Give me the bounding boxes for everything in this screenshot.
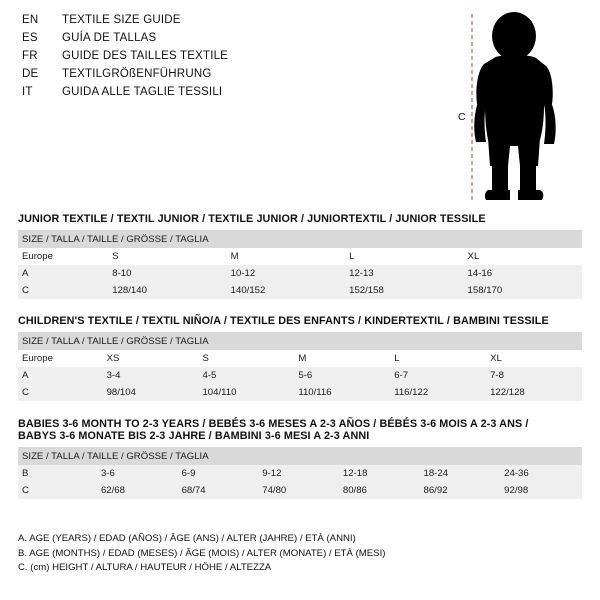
cell: 110/116 bbox=[294, 384, 390, 401]
cell: XL bbox=[464, 248, 582, 265]
size-header-label: SIZE / TALLA / TAILLE / GRÖSSE / TAGLIA bbox=[18, 230, 582, 248]
table-header-row bbox=[18, 447, 582, 465]
size-header-label: SIZE / TALLA / TAILLE / GRÖSSE / TAGLIA bbox=[18, 332, 582, 350]
cell: 6-7 bbox=[390, 367, 486, 384]
row-label: C bbox=[18, 282, 108, 299]
cell: 62/68 bbox=[97, 482, 178, 499]
cell: 128/140 bbox=[108, 282, 226, 299]
language-row bbox=[22, 14, 352, 32]
table-row bbox=[18, 350, 582, 367]
language-code: ES bbox=[22, 32, 38, 44]
table-row bbox=[18, 265, 582, 282]
cell: 152/158 bbox=[345, 282, 463, 299]
language-title: GUÍA DE TALLAS bbox=[62, 32, 157, 44]
table-row bbox=[18, 384, 582, 401]
legend-line-b: B. AGE (MONTHS) / EDAD (MESES) / ÂGE (MOIS) / ALTER (MONATE) / ETÀ (MESI) bbox=[18, 547, 386, 559]
language-code: DE bbox=[22, 68, 39, 80]
cell: 3-6 bbox=[97, 465, 178, 482]
section-title-line2: BABYS 3-6 MONATE BIS 2-3 JAHRE / BAMBINI 3-6 MESI A 2-3 ANNI bbox=[18, 430, 370, 442]
cell: 80/86 bbox=[339, 482, 420, 499]
cell: 4-5 bbox=[198, 367, 294, 384]
figure-area bbox=[440, 6, 590, 206]
child-body bbox=[474, 12, 555, 200]
section-title: CHILDREN'S TEXTILE / TEXTIL NIÑO/A / TEXTILE DES ENFANTS / KINDERTEXTIL / BAMBINI TESSILE bbox=[18, 315, 549, 327]
cell: 5-6 bbox=[294, 367, 390, 384]
section-title bbox=[18, 418, 582, 442]
row-label: B bbox=[18, 465, 97, 482]
cell: 14-16 bbox=[464, 265, 582, 282]
language-title: GUIDE DES TAILLES TEXTILE bbox=[62, 50, 229, 62]
cell: 116/122 bbox=[390, 384, 486, 401]
section-babies-textile bbox=[18, 418, 582, 499]
cell: S bbox=[198, 350, 294, 367]
cell: 24-36 bbox=[500, 465, 582, 482]
section-title-line1: BABIES 3-6 MONTH TO 2-3 YEARS / BEBÉS 3-6 MESES A 2-3 AÑOS / BÉBÉS 3-6 MOIS A 2-3 ANS / bbox=[18, 418, 529, 430]
junior-size-table bbox=[18, 230, 582, 299]
cell: 122/128 bbox=[486, 384, 582, 401]
language-title: GUIDA ALLE TAGLIE TESSILI bbox=[62, 86, 223, 98]
row-label: A bbox=[18, 265, 108, 282]
child-silhouette-icon bbox=[440, 6, 590, 206]
cell: L bbox=[390, 350, 486, 367]
legend bbox=[18, 532, 582, 576]
cell: 158/170 bbox=[464, 282, 582, 299]
section-junior-textile bbox=[18, 213, 582, 299]
cell: 9-12 bbox=[258, 465, 339, 482]
babies-size-table bbox=[18, 447, 582, 499]
cell: 74/80 bbox=[258, 482, 339, 499]
table-row bbox=[18, 482, 582, 499]
table-row bbox=[18, 248, 582, 265]
row-label: C bbox=[18, 482, 97, 499]
language-title: TEXTILE SIZE GUIDE bbox=[62, 14, 181, 26]
cell: 86/92 bbox=[420, 482, 501, 499]
language-code: FR bbox=[22, 50, 38, 62]
table-header-row bbox=[18, 332, 582, 350]
language-row bbox=[22, 50, 352, 68]
measure-label-c: C bbox=[458, 111, 466, 123]
section-title: JUNIOR TEXTILE / TEXTIL JUNIOR / TEXTILE JUNIOR / JUNIORTEXTIL / JUNIOR TESSILE bbox=[18, 213, 486, 225]
cell: 12-18 bbox=[339, 465, 420, 482]
table-header-row bbox=[18, 230, 582, 248]
row-label: Europe bbox=[18, 248, 108, 265]
language-header bbox=[22, 14, 352, 104]
cell: 98/104 bbox=[103, 384, 199, 401]
cell: 104/110 bbox=[198, 384, 294, 401]
cell: 10-12 bbox=[227, 265, 345, 282]
cell: 92/98 bbox=[500, 482, 582, 499]
cell: 3-4 bbox=[103, 367, 199, 384]
cell: M bbox=[294, 350, 390, 367]
language-code: IT bbox=[22, 86, 33, 98]
language-row bbox=[22, 68, 352, 86]
cell: 12-13 bbox=[345, 265, 463, 282]
section-children-textile bbox=[18, 315, 582, 401]
cell: XS bbox=[103, 350, 199, 367]
row-label: A bbox=[18, 367, 103, 384]
language-code: EN bbox=[22, 14, 39, 26]
cell: 6-9 bbox=[178, 465, 259, 482]
cell: 7-8 bbox=[486, 367, 582, 384]
size-header-label: SIZE / TALLA / TAILLE / GRÖSSE / TAGLIA bbox=[18, 447, 582, 465]
cell: M bbox=[227, 248, 345, 265]
table-row bbox=[18, 282, 582, 299]
cell: 18-24 bbox=[420, 465, 501, 482]
language-row bbox=[22, 32, 352, 50]
cell: 68/74 bbox=[178, 482, 259, 499]
language-title: TEXTILGRÖßENFÜHRUNG bbox=[62, 68, 212, 80]
legend-line-a: A. AGE (YEARS) / EDAD (AÑOS) / ÂGE (ANS) / ALTER (JAHRE) / ETÀ (ANNI) bbox=[18, 533, 356, 544]
legend-line-c: C. (cm) HEIGHT / ALTURA / HAUTEUR / HÖHE / ALTEZZA bbox=[18, 562, 272, 573]
cell: L bbox=[345, 248, 463, 265]
row-label: Europe bbox=[18, 350, 103, 367]
children-size-table bbox=[18, 332, 582, 401]
cell: 8-10 bbox=[108, 265, 226, 282]
cell: 140/152 bbox=[227, 282, 345, 299]
table-row bbox=[18, 367, 582, 384]
table-row bbox=[18, 465, 582, 482]
language-row bbox=[22, 86, 352, 104]
row-label: C bbox=[18, 384, 103, 401]
cell: XL bbox=[486, 350, 582, 367]
cell: S bbox=[108, 248, 226, 265]
